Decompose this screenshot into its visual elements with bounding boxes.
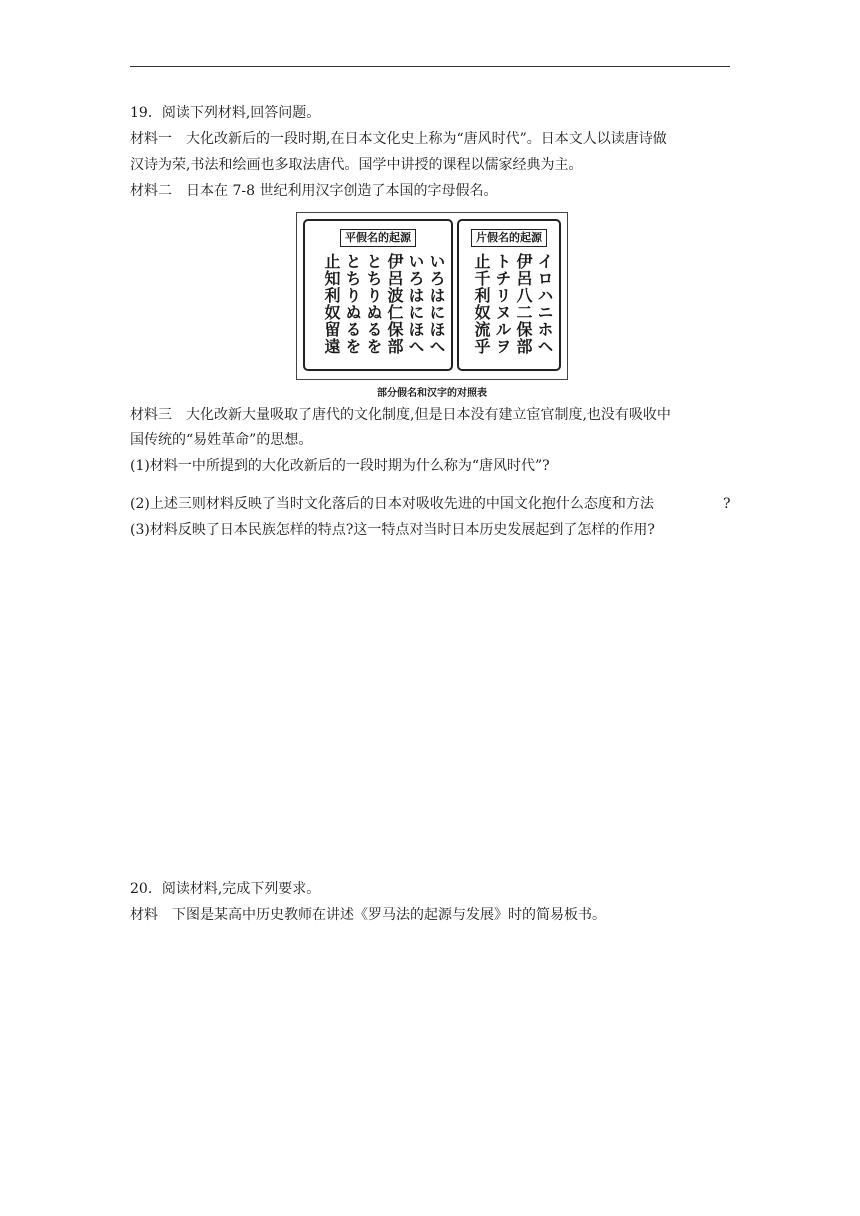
- header-rule: [130, 66, 730, 67]
- sub-question-2-mark: ?: [723, 496, 731, 512]
- katakana-columns: [473, 253, 553, 355]
- katakana-panel: [457, 219, 561, 371]
- hiragana-title: 平假名的起源: [340, 229, 416, 247]
- material1-label: 材料一: [130, 131, 172, 147]
- material2-line: [130, 182, 497, 200]
- hiragana-col: とちりぬるを: [364, 253, 383, 355]
- sub-question-1: (1)材料一中所提到的大化改新后的一段时期为什么称为“唐风时代”?: [130, 458, 550, 474]
- q20-heading: 20．阅读材料,完成下列要求。: [130, 881, 321, 897]
- katakana-col: イロハニホヘ: [535, 253, 554, 355]
- material3-line2: 国传统的“易姓革命”的思想。: [130, 432, 313, 448]
- q20-material-line: [130, 906, 606, 924]
- q19-heading: 19．阅读下列材料,回答问题。: [130, 105, 321, 121]
- material3-label: 材料三: [130, 407, 172, 423]
- q20-material-text: 下图是某高中历史教师在讲述《罗马法的起源与发展》时的简易板书。: [172, 907, 606, 923]
- material3-text-1: 大化改新大量吸取了唐代的文化制度,但是日本没有建立宦官制度,也没有吸收中: [186, 407, 671, 423]
- hiragana-kanji-col: 伊呂波仁保部: [385, 253, 404, 355]
- sub-question-2: (2)上述三则材料反映了当时文化落后的日本对吸收先进的中国文化抱什么态度和方法: [130, 496, 654, 512]
- material1-line2: 汉诗为荣,书法和绘画也多取法唐代。国学中讲授的课程以儒家经典为主。: [130, 157, 583, 173]
- katakana-kanji-col: 伊呂八二保部: [514, 253, 533, 355]
- material1-line1: [130, 130, 667, 148]
- hiragana-col: とちりぬるを: [343, 253, 362, 355]
- hiragana-columns: [323, 253, 445, 355]
- hiragana-col: いろはにほへ: [406, 253, 425, 355]
- material2-label: 材料二: [130, 183, 172, 199]
- material3-line1: [130, 406, 671, 424]
- kana-figure: [296, 212, 568, 380]
- hiragana-col: いろはにほへ: [427, 253, 446, 355]
- q20-material-label: 材料: [130, 907, 158, 923]
- hiragana-panel: [303, 219, 453, 371]
- katakana-col: トチリヌルヲ: [493, 253, 512, 355]
- material1-text-1: 大化改新后的一段时期,在日本文化史上称为“唐风时代”。日本文人以读唐诗做: [186, 131, 667, 147]
- katakana-title: 片假名的起源: [471, 229, 547, 247]
- katakana-kanji-col: 止千利奴流乎: [472, 253, 491, 355]
- figure-caption: 部分假名和汉字的对照表: [377, 388, 487, 399]
- sub-question-3: (3)材料反映了日本民族怎样的特点?这一特点对当时日本历史发展起到了怎样的作用?: [130, 522, 655, 538]
- hiragana-kanji-col: 止知利奴留遠: [322, 253, 341, 355]
- material2-text: 日本在 7-8 世纪利用汉字创造了本国的字母假名。: [186, 183, 498, 199]
